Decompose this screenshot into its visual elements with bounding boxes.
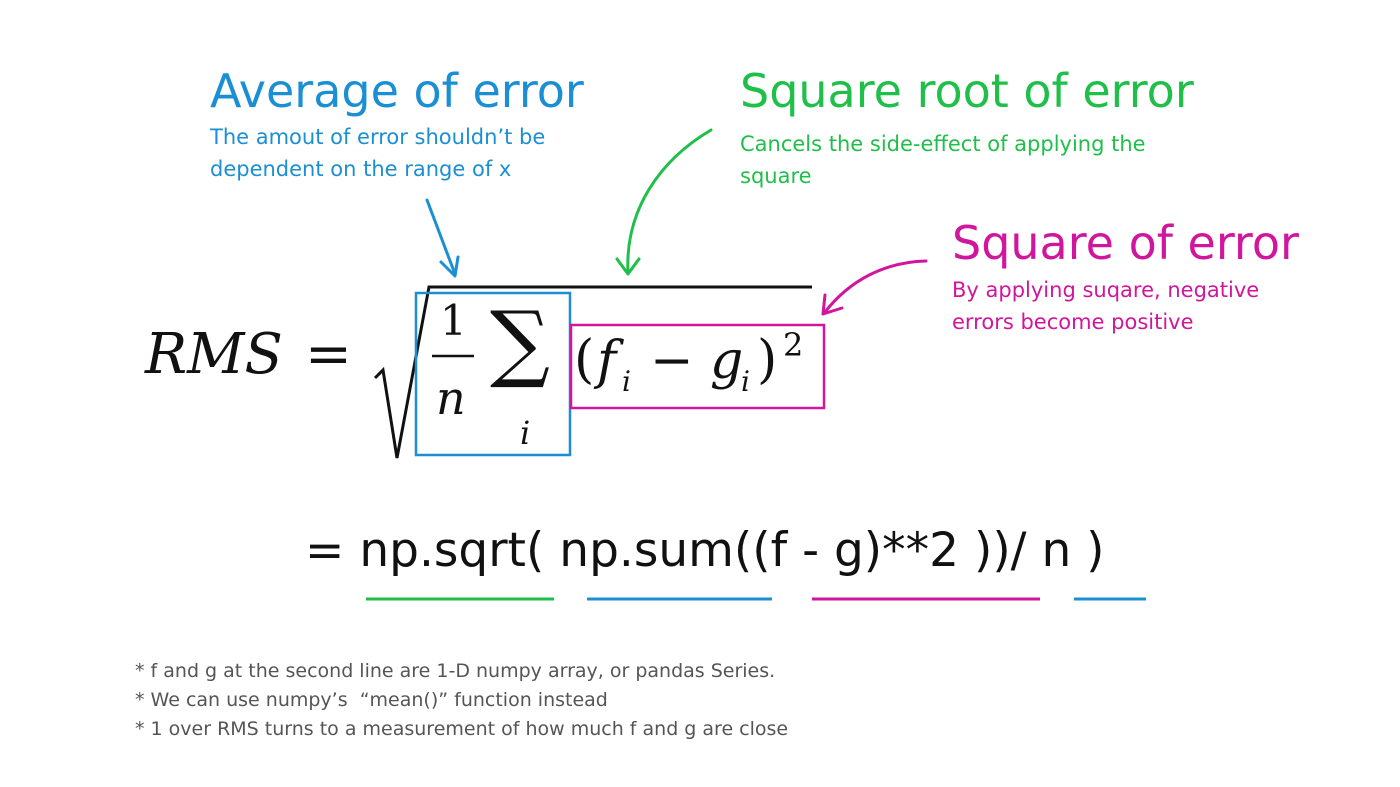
average-arrow-icon [427,200,458,276]
code-sqrt: np.sqrt( [359,523,545,578]
code-n: n [1041,523,1072,578]
footnote-2: * We can use numpy’s “mean()” function instead [135,689,608,711]
minus-sign: − [650,331,694,391]
fraction-denominator: n [436,371,466,425]
sqrt-arrow-icon [617,130,711,274]
g-subscript: i [741,365,750,398]
f-subscript: i [622,365,631,398]
square-error-desc-line1: By applying suqare, negative [952,278,1260,302]
code-close: ))/ [959,523,1042,578]
square-error-desc-line2: errors become positive [952,310,1194,334]
sum-index: i [520,414,531,452]
average-error-title: Average of error [210,64,584,118]
sum-symbol: ∑ [490,293,550,391]
square-arrow-icon [823,261,926,314]
g-symbol: g [710,331,744,391]
square-error-title: Square of error [952,216,1299,270]
code-equals: = [305,523,345,578]
code-square: (f - g)**2 [752,523,960,578]
average-error-desc-line1: The amout of error shouldn’t be [210,125,546,149]
footnote-1: * f and g at the second line are 1-D numpy array, or pandas Series. [135,660,776,682]
code-end: ) [1071,523,1105,578]
fraction-numerator: 1 [440,296,467,345]
open-paren: ( [574,330,595,390]
sqrt-error-desc-line1: Cancels the side-effect of applying the [740,132,1146,156]
average-error-desc-line2: dependent on the range of x [210,157,512,181]
sqrt-error-title: Square root of error [740,64,1194,118]
f-symbol: f [597,331,617,391]
footnote-3: * 1 over RMS turns to a measurement of how much f and g are close [135,718,789,740]
exponent: 2 [783,326,804,364]
code-sum: np.sum( [559,523,753,578]
code-line [305,523,1105,578]
rms-equals: = [305,322,352,387]
rms-label: RMS [145,322,283,387]
sqrt-error-desc-line2: square [740,164,812,188]
close-paren: ) [757,330,778,390]
